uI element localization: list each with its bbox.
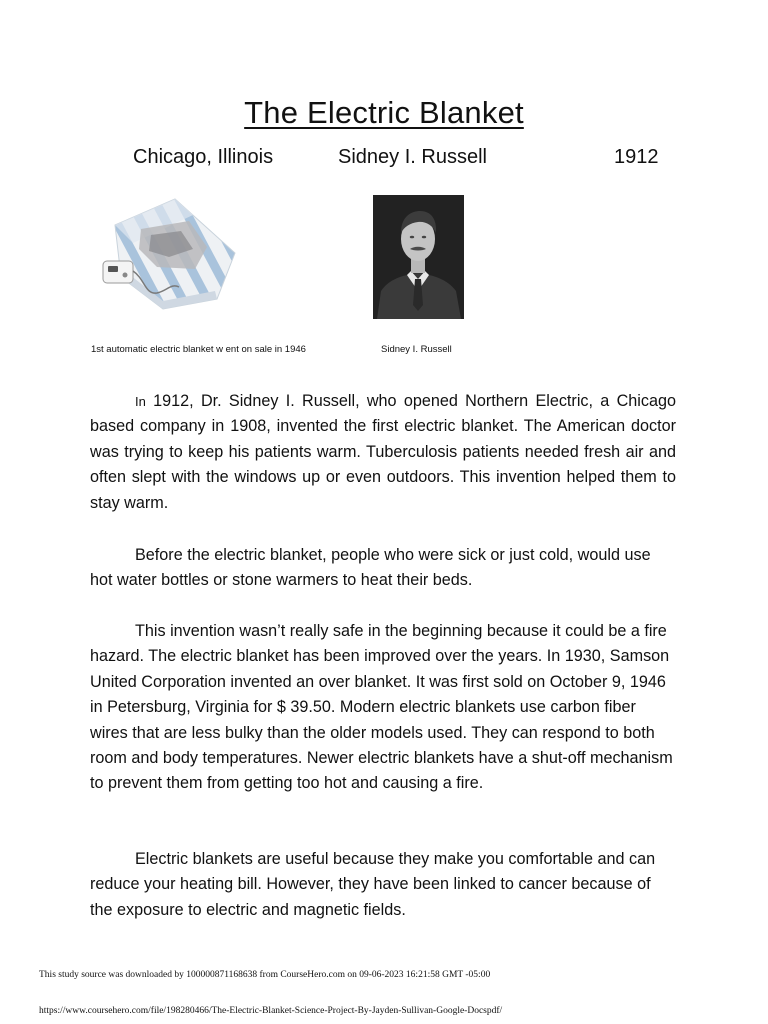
- download-note: This study source was downloaded by 100000871168638 from CourseHero.com on 09-06-2023 16:21:58 GMT -05:00: [39, 970, 491, 980]
- blanket-caption: 1st automatic electric blanket w ent on sale in 1946: [91, 344, 306, 355]
- page-title: The Electric Blanket: [244, 95, 524, 130]
- paragraph-1: [90, 389, 676, 516]
- inventor-name: Sidney I. Russell: [338, 146, 487, 168]
- paragraph-2: [90, 543, 676, 594]
- paragraph-2-text: Before the electric blanket, people who were sick or just cold, would use hot water bottles or stone warmers to heat their beds.: [90, 546, 651, 590]
- electric-blanket-image: [97, 195, 237, 313]
- sidney-russell-portrait: [373, 195, 464, 319]
- portrait-photo: [373, 195, 464, 319]
- invention-year: 1912: [614, 146, 659, 168]
- portrait-caption: Sidney I. Russell: [381, 344, 452, 355]
- paragraph-1-text: 1912, Dr. Sidney I. Russell, who opened Northern Electric, a Chicago based company in 1908, invented the first electric blanket. The American doctor was trying to keep his patients warm. Tuberculosis patients needed fresh air and often slept with the windows up or even outdoors. This invention helped them to stay warm.: [90, 392, 676, 512]
- paragraph-4-text: Electric blankets are useful because they make you comfortable and can reduce your heating bill. However, they have been linked to cancer because of the exposure to electric and magnetic fields.: [90, 850, 656, 919]
- paragraph-3-text: This invention wasn’t really safe in the beginning because it could be a fire hazard. The electric blanket has been improved over the years. In 1930, Samson United Corporation invented an over blanket. It was first sold on October 9, 1946 in Petersburg, Virginia for $ 39.50. Modern electric blankets use carbon fiber wires that are less bulky than the older models used. They can respond to both room and body temperatures. Newer electric blankets have a shut-off mechanism to prevent them from getting too hot and causing a fire.: [90, 622, 673, 793]
- invention-location: Chicago, Illinois: [133, 146, 274, 168]
- source-url-link[interactable]: https://www.coursehero.com/file/198280466/The-Electric-Blanket-Science-Project-By-Jayden-Sullivan-Google-Docspdf/: [39, 1006, 503, 1016]
- paragraph-4: [90, 847, 676, 923]
- paragraph-3: [90, 619, 676, 797]
- paragraph-1-first-word: In: [135, 394, 146, 409]
